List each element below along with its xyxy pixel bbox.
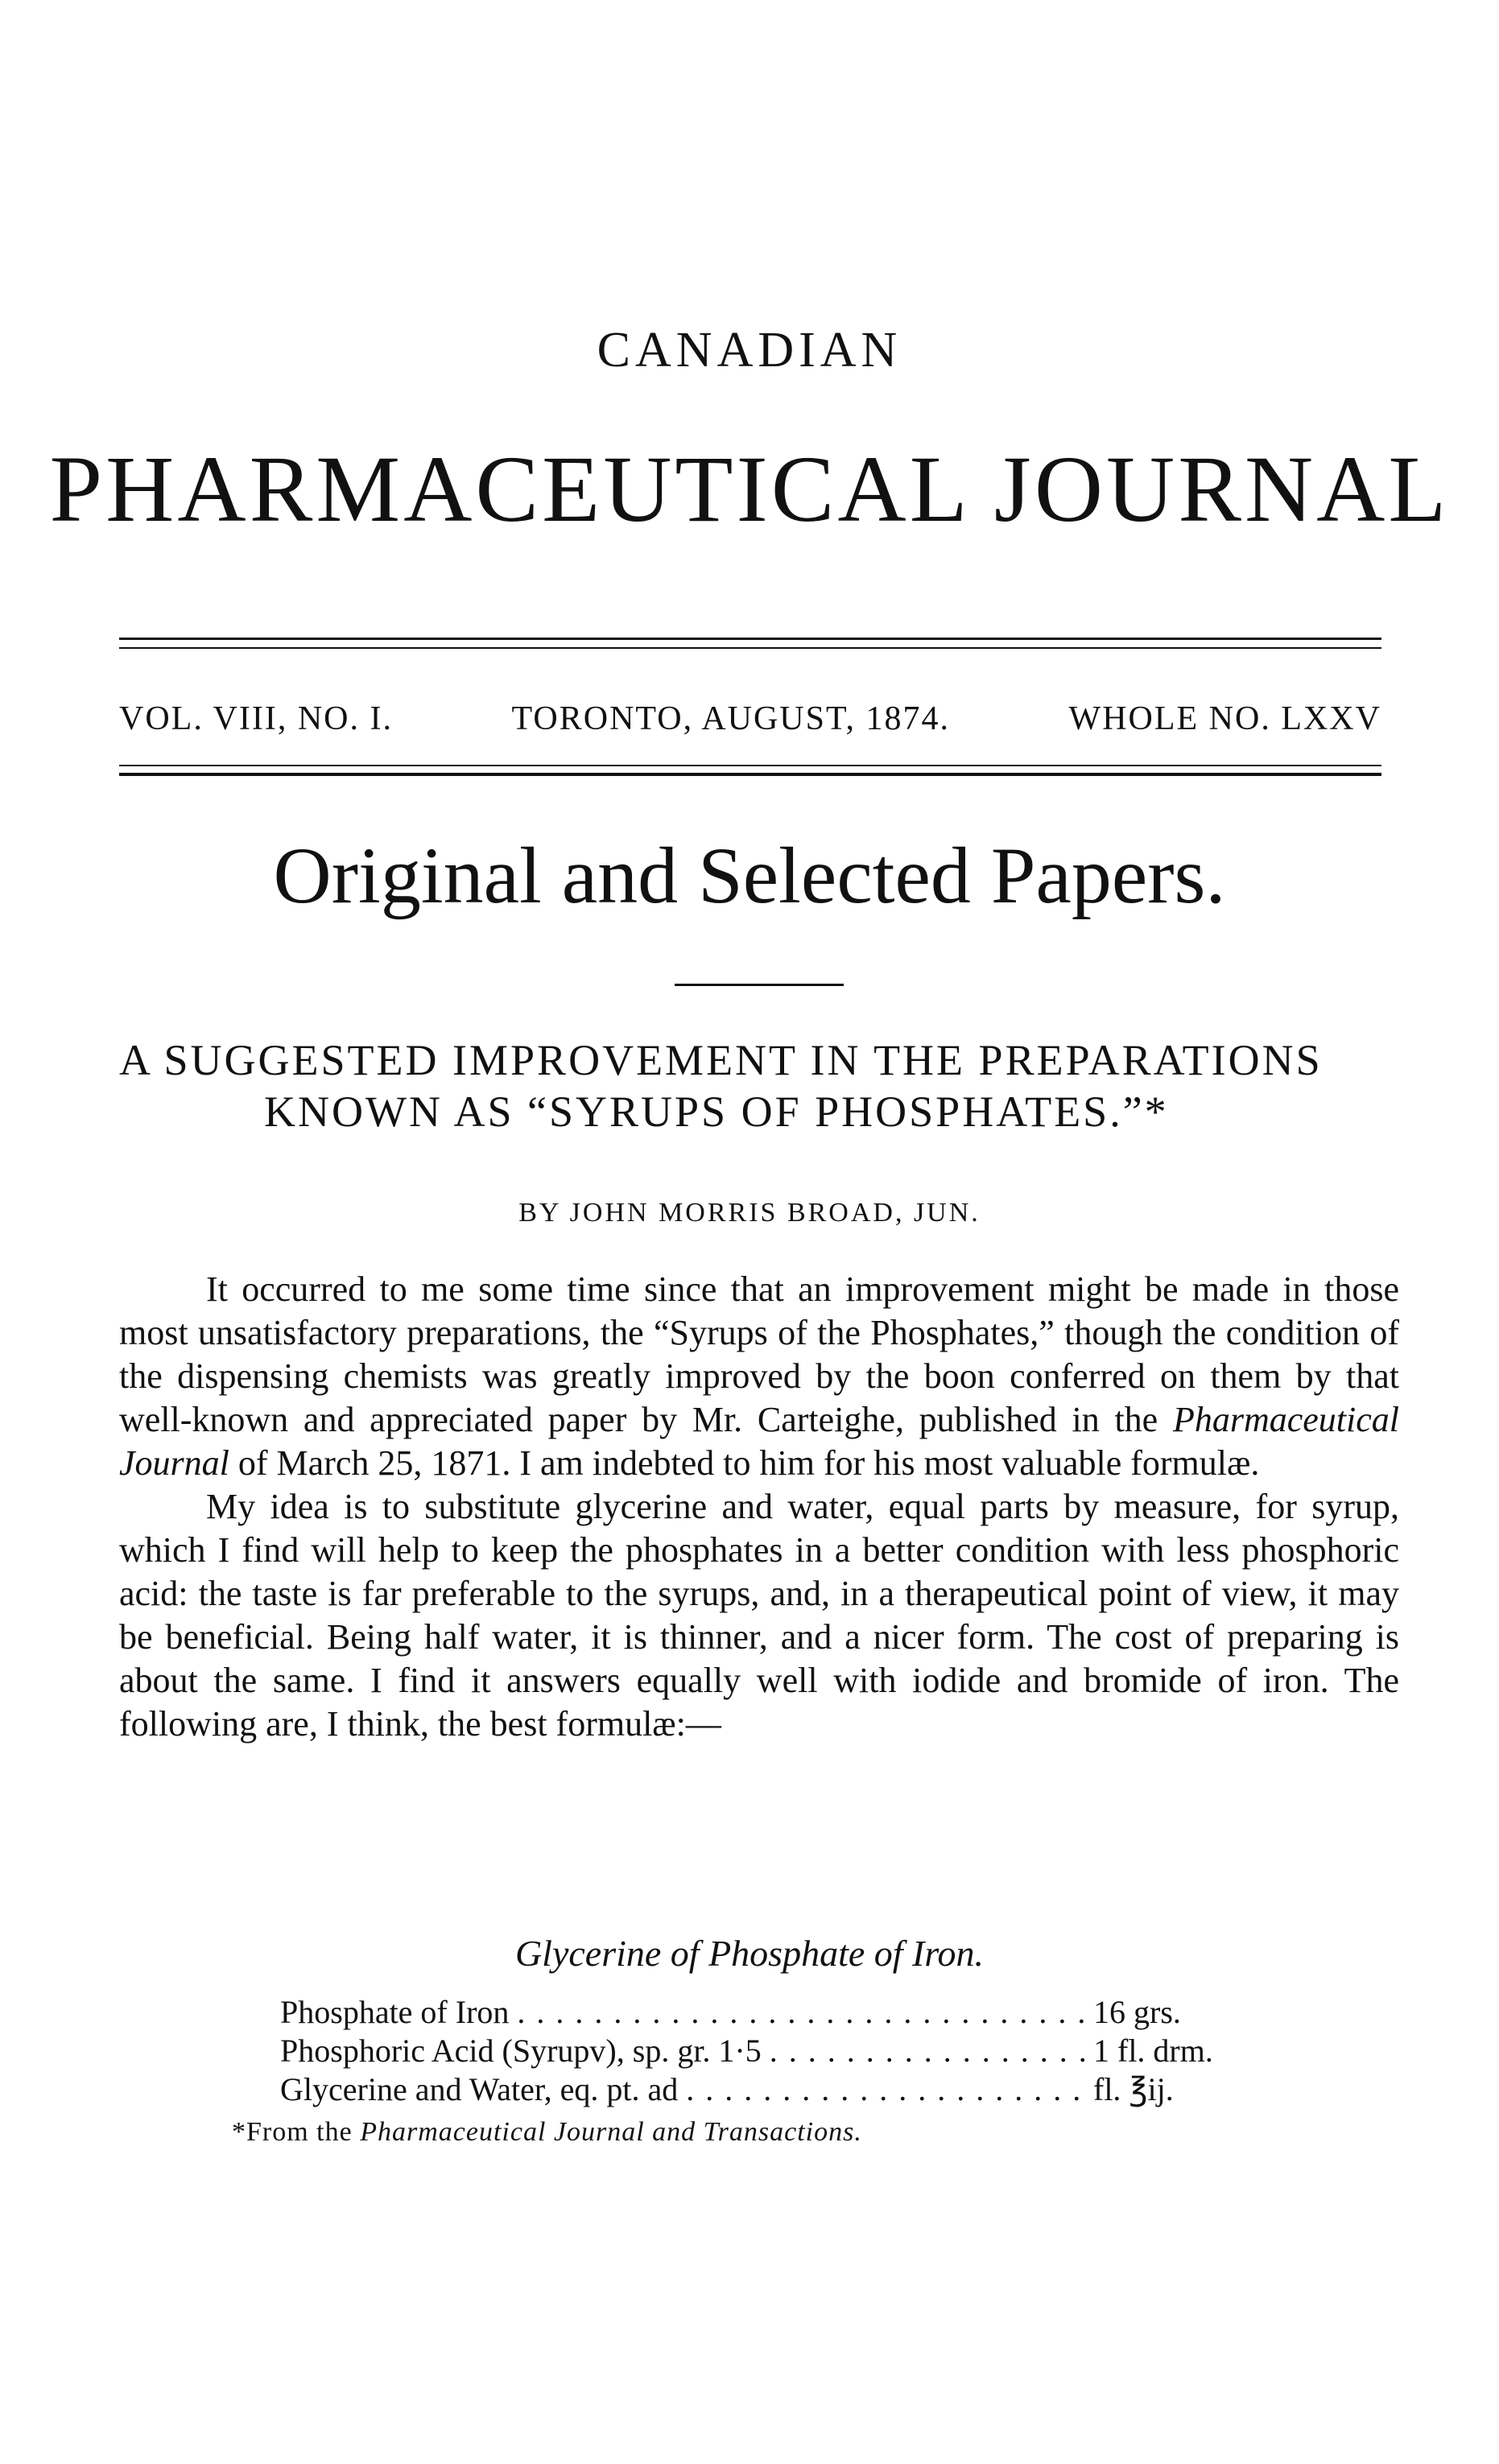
leader-dots — [770, 2032, 1085, 2070]
footnote-source: Pharmaceutical Journal and Transactions. — [360, 2117, 862, 2147]
paragraph-1 — [119, 1268, 1399, 1485]
footnote — [232, 2117, 1359, 2148]
paragraph-1-text-b: of March 25, 1871. I am indebted to him for his most valuable formulæ. — [229, 1443, 1260, 1483]
header-rule-bottom — [119, 765, 1381, 766]
section-title: Original and Selected Papers. — [273, 831, 1226, 920]
journal-reference: Pharmaceutical Journal — [119, 1400, 1399, 1483]
formula-row — [280, 2032, 1278, 2070]
whole-number: WHOLE NO. LXXV — [1068, 700, 1381, 737]
article-title-line2: KNOWN AS “SYRUPS OF PHOSPHATES.”* — [264, 1088, 1169, 1136]
header-rule-bottom-thick — [119, 773, 1381, 776]
footnote-prefix: *From the — [232, 2117, 361, 2147]
formula-row — [280, 1993, 1278, 2032]
leader-dots — [517, 1993, 1085, 2032]
paragraph-1-text-a: It occurred to me some time since that an improvement might be made in those most unsatisfactory preparations, the “Syrups of the Phosphates,” though the condition of the dispensing chemists was greatly improved by the boon conferred on them by that well-known and appreciated paper by Mr. Carteighe, published in the — [119, 1269, 1399, 1439]
formula-table — [280, 1993, 1278, 2109]
ingredient-name: Phosphate of Iron — [280, 1994, 510, 2030]
section-divider — [675, 984, 844, 986]
volume-number: VOL. VIII, NO. I. — [119, 700, 393, 737]
issue-line — [119, 691, 1381, 747]
formula-row — [280, 2070, 1278, 2109]
article-body — [119, 1268, 1399, 1746]
journal-name-main: PHARMACEUTICAL JOURNAL — [49, 436, 1450, 542]
ingredient-amount: 16 grs. — [1093, 1994, 1181, 2030]
leader-dots — [686, 2070, 1085, 2109]
ingredient-amount: 1 fl. drm. — [1093, 2033, 1213, 2069]
header-rule-top — [119, 638, 1381, 640]
paragraph-2: My idea is to substitute glycerine and water, equal parts by measure, for syrup, which I find will help to keep the phosphates in a better condition with less phosphoric acid: the taste is far preferable to the syrups, and, in a therapeutical point of view, it may be beneficial. Being half water, it is thinner, and a nicer form. The cost of preparing is about the same. I find it answers equally well with iodide and bromide of iron. The following are, I think, the best formulæ:— — [119, 1487, 1399, 1744]
issue-place-date: TORONTO, AUGUST, 1874. — [511, 700, 951, 737]
article-title — [119, 1034, 1407, 1137]
header-rule-top-thin — [119, 647, 1381, 649]
formula-title: Glycerine of Phosphate of Iron. — [514, 1933, 985, 1974]
byline: BY JOHN MORRIS BROAD, JUN. — [518, 1198, 981, 1228]
ingredient-name: Phosphoric Acid (Syrupv), sp. gr. 1·5 — [280, 2033, 762, 2069]
article-title-line1: A SUGGESTED IMPROVEMENT IN THE PREPARATIONS — [119, 1036, 1323, 1084]
ingredient-name: Glycerine and Water, eq. pt. ad — [280, 2071, 679, 2107]
journal-name-top: CANADIAN — [597, 323, 902, 378]
ingredient-amount: fl. ℥ij. — [1093, 2071, 1174, 2107]
